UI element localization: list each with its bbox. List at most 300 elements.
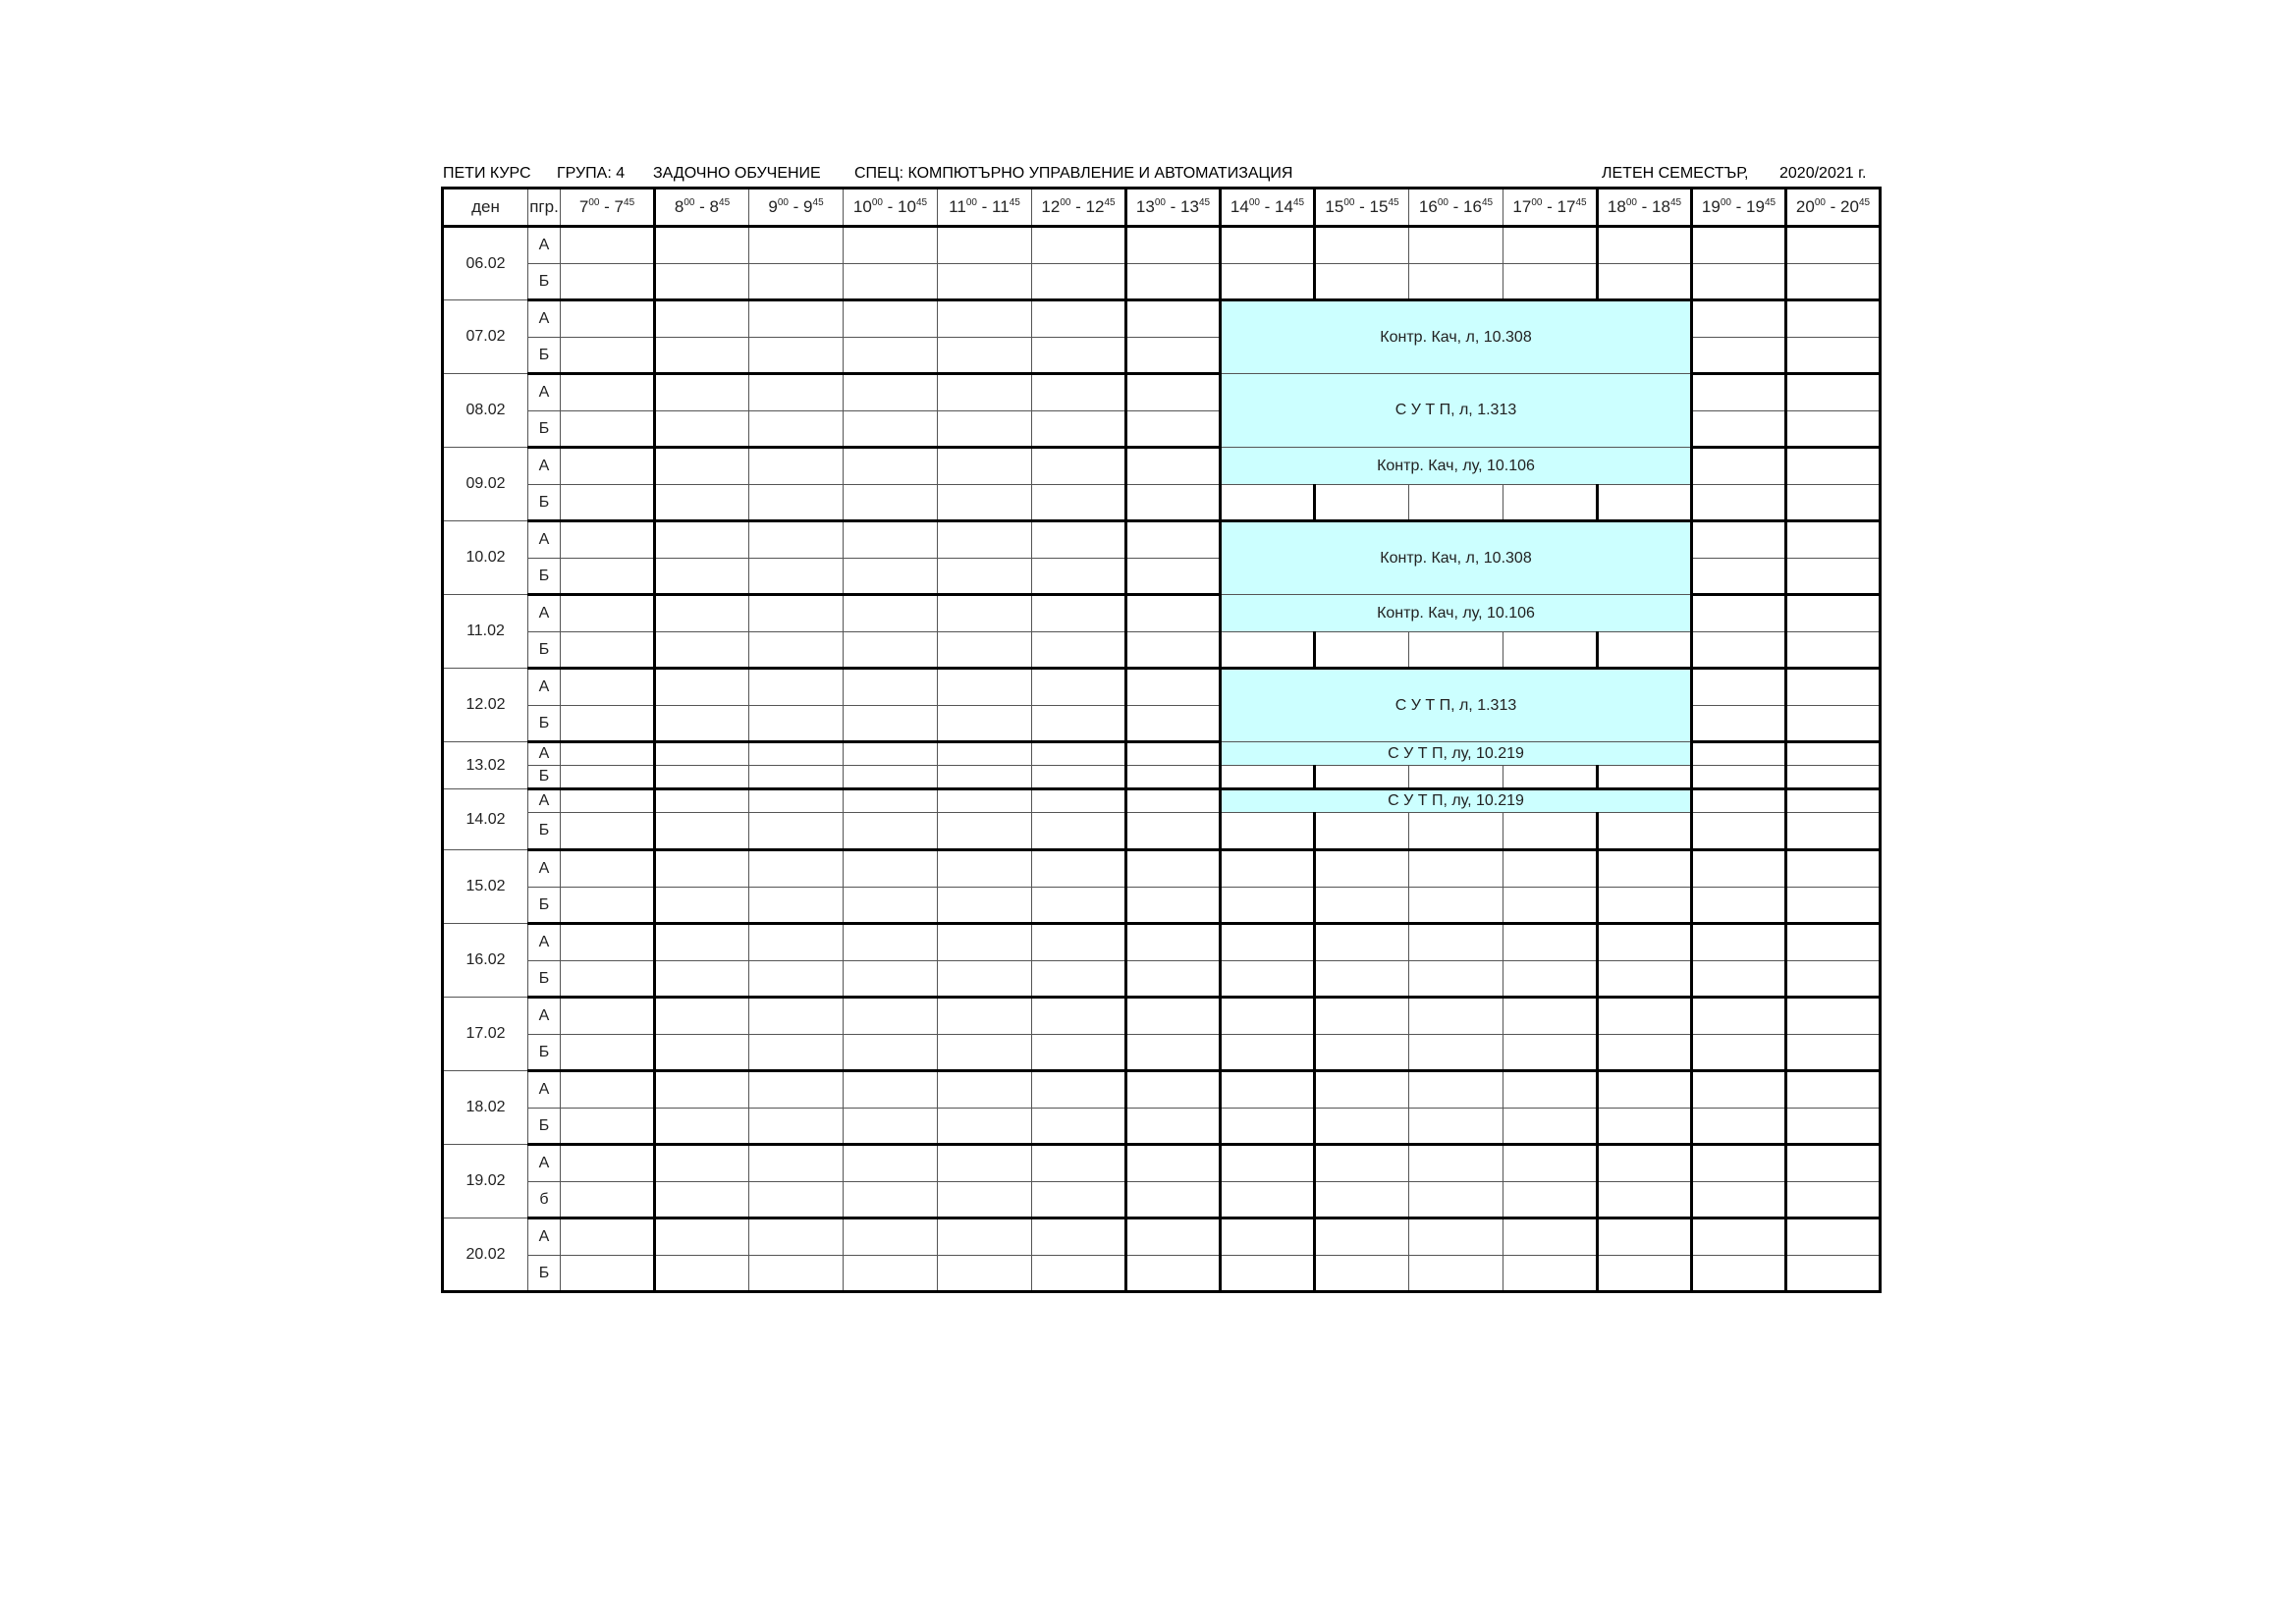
schedule-cell[interactable] (1598, 850, 1692, 888)
schedule-cell[interactable] (749, 1109, 844, 1145)
schedule-cell[interactable] (1598, 1145, 1692, 1182)
schedule-cell[interactable] (1786, 632, 1881, 669)
schedule-cell[interactable] (938, 961, 1032, 998)
schedule-cell[interactable] (655, 998, 749, 1035)
schedule-cell[interactable] (1126, 227, 1221, 264)
schedule-cell[interactable] (1315, 1145, 1409, 1182)
schedule-cell[interactable] (844, 742, 938, 766)
schedule-cell[interactable] (1786, 1035, 1881, 1071)
schedule-cell[interactable] (1692, 1071, 1786, 1109)
schedule-cell[interactable] (1598, 766, 1692, 789)
schedule-cell[interactable] (1786, 789, 1881, 813)
schedule-cell[interactable] (844, 559, 938, 595)
schedule-cell[interactable] (1692, 521, 1786, 559)
schedule-cell[interactable] (1786, 1109, 1881, 1145)
schedule-cell[interactable] (844, 300, 938, 338)
schedule-cell[interactable] (1221, 1218, 1315, 1256)
schedule-cell[interactable] (1692, 1145, 1786, 1182)
schedule-cell[interactable] (561, 1145, 655, 1182)
schedule-cell[interactable] (1126, 300, 1221, 338)
schedule-cell[interactable] (1786, 227, 1881, 264)
schedule-cell[interactable] (1221, 227, 1315, 264)
schedule-cell[interactable] (1409, 632, 1503, 669)
schedule-cell[interactable] (1692, 669, 1786, 706)
schedule-cell[interactable] (844, 264, 938, 300)
schedule-cell[interactable] (1598, 1071, 1692, 1109)
schedule-cell[interactable] (1598, 961, 1692, 998)
schedule-cell[interactable] (655, 374, 749, 411)
schedule-cell[interactable] (1032, 789, 1126, 813)
schedule-cell[interactable] (1503, 1256, 1598, 1292)
schedule-cell[interactable] (1503, 924, 1598, 961)
schedule-cell[interactable] (749, 300, 844, 338)
schedule-cell[interactable] (655, 264, 749, 300)
schedule-cell[interactable] (844, 706, 938, 742)
schedule-cell[interactable] (1409, 961, 1503, 998)
schedule-cell[interactable] (749, 706, 844, 742)
schedule-cell[interactable] (749, 1218, 844, 1256)
schedule-cell[interactable] (1126, 998, 1221, 1035)
schedule-cell[interactable] (561, 485, 655, 521)
schedule-cell[interactable] (844, 1109, 938, 1145)
schedule-cell[interactable] (1409, 1218, 1503, 1256)
schedule-cell[interactable] (1315, 766, 1409, 789)
schedule-cell[interactable] (749, 1035, 844, 1071)
schedule-cell[interactable] (1598, 264, 1692, 300)
schedule-cell[interactable] (1126, 1035, 1221, 1071)
schedule-cell[interactable] (1786, 1182, 1881, 1218)
schedule-cell[interactable] (938, 669, 1032, 706)
schedule-cell[interactable] (561, 789, 655, 813)
schedule-cell[interactable] (1221, 485, 1315, 521)
schedule-cell[interactable] (1221, 1035, 1315, 1071)
schedule-cell[interactable] (1503, 998, 1598, 1035)
schedule-cell[interactable] (561, 1109, 655, 1145)
schedule-cell[interactable] (1126, 850, 1221, 888)
schedule-cell[interactable] (1786, 1145, 1881, 1182)
schedule-cell[interactable] (561, 264, 655, 300)
schedule-cell[interactable] (938, 374, 1032, 411)
schedule-cell[interactable] (938, 924, 1032, 961)
schedule-cell[interactable] (1786, 1256, 1881, 1292)
schedule-cell[interactable] (561, 706, 655, 742)
schedule-cell[interactable] (655, 227, 749, 264)
lesson-cell[interactable]: Контр. Кач, л, 10.308 (1221, 521, 1692, 595)
schedule-cell[interactable] (1315, 1109, 1409, 1145)
schedule-cell[interactable] (1692, 706, 1786, 742)
schedule-cell[interactable] (561, 338, 655, 374)
schedule-cell[interactable] (561, 1256, 655, 1292)
schedule-cell[interactable] (844, 924, 938, 961)
schedule-cell[interactable] (561, 813, 655, 850)
schedule-cell[interactable] (1598, 813, 1692, 850)
schedule-cell[interactable] (749, 998, 844, 1035)
lesson-cell[interactable]: С У Т П, л, 1.313 (1221, 669, 1692, 742)
schedule-cell[interactable] (561, 595, 655, 632)
schedule-cell[interactable] (749, 448, 844, 485)
schedule-cell[interactable] (1032, 1218, 1126, 1256)
schedule-cell[interactable] (1692, 924, 1786, 961)
schedule-cell[interactable] (1032, 888, 1126, 924)
schedule-cell[interactable] (1126, 521, 1221, 559)
schedule-cell[interactable] (655, 706, 749, 742)
schedule-cell[interactable] (844, 766, 938, 789)
schedule-cell[interactable] (1126, 559, 1221, 595)
schedule-cell[interactable] (561, 850, 655, 888)
schedule-cell[interactable] (938, 300, 1032, 338)
schedule-cell[interactable] (655, 1071, 749, 1109)
schedule-cell[interactable] (1503, 1218, 1598, 1256)
schedule-cell[interactable] (938, 742, 1032, 766)
schedule-cell[interactable] (561, 1182, 655, 1218)
schedule-cell[interactable] (1409, 485, 1503, 521)
schedule-cell[interactable] (1409, 1256, 1503, 1292)
schedule-cell[interactable] (938, 888, 1032, 924)
schedule-cell[interactable] (844, 1035, 938, 1071)
schedule-cell[interactable] (938, 1035, 1032, 1071)
schedule-cell[interactable] (655, 1109, 749, 1145)
schedule-cell[interactable] (1126, 338, 1221, 374)
schedule-cell[interactable] (1126, 789, 1221, 813)
schedule-cell[interactable] (1692, 1256, 1786, 1292)
schedule-cell[interactable] (655, 1256, 749, 1292)
schedule-cell[interactable] (844, 961, 938, 998)
schedule-cell[interactable] (1598, 227, 1692, 264)
schedule-cell[interactable] (1786, 669, 1881, 706)
schedule-cell[interactable] (844, 632, 938, 669)
schedule-cell[interactable] (749, 485, 844, 521)
schedule-cell[interactable] (1032, 264, 1126, 300)
schedule-cell[interactable] (844, 1145, 938, 1182)
schedule-cell[interactable] (1503, 813, 1598, 850)
schedule-cell[interactable] (1692, 1035, 1786, 1071)
schedule-cell[interactable] (1032, 559, 1126, 595)
schedule-cell[interactable] (1598, 1218, 1692, 1256)
schedule-cell[interactable] (1221, 1109, 1315, 1145)
schedule-cell[interactable] (938, 1256, 1032, 1292)
schedule-cell[interactable] (1315, 961, 1409, 998)
schedule-cell[interactable] (1786, 300, 1881, 338)
schedule-cell[interactable] (561, 998, 655, 1035)
schedule-cell[interactable] (1786, 888, 1881, 924)
schedule-cell[interactable] (1503, 264, 1598, 300)
schedule-cell[interactable] (561, 300, 655, 338)
schedule-cell[interactable] (655, 1182, 749, 1218)
schedule-cell[interactable] (1221, 813, 1315, 850)
schedule-cell[interactable] (1032, 766, 1126, 789)
schedule-cell[interactable] (561, 559, 655, 595)
schedule-cell[interactable] (1032, 1182, 1126, 1218)
schedule-cell[interactable] (1032, 300, 1126, 338)
schedule-cell[interactable] (1221, 264, 1315, 300)
schedule-cell[interactable] (1409, 888, 1503, 924)
schedule-cell[interactable] (1032, 1071, 1126, 1109)
schedule-cell[interactable] (1221, 998, 1315, 1035)
schedule-cell[interactable] (749, 559, 844, 595)
schedule-cell[interactable] (1032, 227, 1126, 264)
schedule-cell[interactable] (749, 1182, 844, 1218)
schedule-cell[interactable] (1032, 485, 1126, 521)
schedule-cell[interactable] (1598, 485, 1692, 521)
schedule-cell[interactable] (1032, 850, 1126, 888)
schedule-cell[interactable] (1409, 766, 1503, 789)
schedule-cell[interactable] (1692, 888, 1786, 924)
schedule-cell[interactable] (1409, 1182, 1503, 1218)
schedule-cell[interactable] (1503, 632, 1598, 669)
schedule-cell[interactable] (938, 485, 1032, 521)
schedule-cell[interactable] (844, 521, 938, 559)
schedule-cell[interactable] (1126, 742, 1221, 766)
schedule-cell[interactable] (749, 789, 844, 813)
schedule-cell[interactable] (844, 850, 938, 888)
schedule-cell[interactable] (1221, 888, 1315, 924)
schedule-cell[interactable] (938, 1182, 1032, 1218)
schedule-cell[interactable] (1126, 1145, 1221, 1182)
schedule-cell[interactable] (1409, 924, 1503, 961)
schedule-cell[interactable] (1126, 706, 1221, 742)
schedule-cell[interactable] (1692, 448, 1786, 485)
schedule-cell[interactable] (655, 961, 749, 998)
schedule-cell[interactable] (1692, 1218, 1786, 1256)
schedule-cell[interactable] (1221, 766, 1315, 789)
schedule-cell[interactable] (1126, 448, 1221, 485)
schedule-cell[interactable] (1503, 1109, 1598, 1145)
schedule-cell[interactable] (1221, 632, 1315, 669)
schedule-cell[interactable] (1409, 850, 1503, 888)
schedule-cell[interactable] (1315, 1256, 1409, 1292)
schedule-cell[interactable] (1503, 1035, 1598, 1071)
schedule-cell[interactable] (1692, 789, 1786, 813)
schedule-cell[interactable] (1503, 485, 1598, 521)
schedule-cell[interactable] (938, 338, 1032, 374)
schedule-cell[interactable] (1126, 1182, 1221, 1218)
schedule-cell[interactable] (1032, 632, 1126, 669)
schedule-cell[interactable] (1221, 1182, 1315, 1218)
schedule-cell[interactable] (1503, 1145, 1598, 1182)
schedule-cell[interactable] (938, 1071, 1032, 1109)
schedule-cell[interactable] (1786, 448, 1881, 485)
schedule-cell[interactable] (561, 1218, 655, 1256)
schedule-cell[interactable] (655, 300, 749, 338)
schedule-cell[interactable] (1786, 706, 1881, 742)
schedule-cell[interactable] (1315, 998, 1409, 1035)
schedule-cell[interactable] (938, 813, 1032, 850)
schedule-cell[interactable] (1786, 1218, 1881, 1256)
schedule-cell[interactable] (561, 411, 655, 448)
schedule-cell[interactable] (1409, 1071, 1503, 1109)
schedule-cell[interactable] (1692, 411, 1786, 448)
schedule-cell[interactable] (1126, 766, 1221, 789)
schedule-cell[interactable] (1126, 669, 1221, 706)
schedule-cell[interactable] (1032, 706, 1126, 742)
schedule-cell[interactable] (1032, 595, 1126, 632)
schedule-cell[interactable] (561, 742, 655, 766)
schedule-cell[interactable] (1786, 521, 1881, 559)
schedule-cell[interactable] (655, 789, 749, 813)
schedule-cell[interactable] (1032, 374, 1126, 411)
schedule-cell[interactable] (1692, 227, 1786, 264)
schedule-cell[interactable] (1692, 961, 1786, 998)
schedule-cell[interactable] (1692, 766, 1786, 789)
schedule-cell[interactable] (749, 961, 844, 998)
schedule-cell[interactable] (1503, 227, 1598, 264)
schedule-cell[interactable] (938, 227, 1032, 264)
schedule-cell[interactable] (1503, 766, 1598, 789)
schedule-cell[interactable] (1409, 1145, 1503, 1182)
schedule-cell[interactable] (561, 961, 655, 998)
schedule-cell[interactable] (1315, 1218, 1409, 1256)
schedule-cell[interactable] (1598, 998, 1692, 1035)
schedule-cell[interactable] (561, 374, 655, 411)
schedule-cell[interactable] (844, 374, 938, 411)
schedule-cell[interactable] (938, 850, 1032, 888)
schedule-cell[interactable] (1692, 485, 1786, 521)
schedule-cell[interactable] (1409, 813, 1503, 850)
schedule-cell[interactable] (1409, 1109, 1503, 1145)
schedule-cell[interactable] (1598, 1182, 1692, 1218)
schedule-cell[interactable] (1126, 961, 1221, 998)
schedule-cell[interactable] (749, 264, 844, 300)
schedule-cell[interactable] (749, 924, 844, 961)
schedule-cell[interactable] (1786, 338, 1881, 374)
schedule-cell[interactable] (1032, 813, 1126, 850)
schedule-cell[interactable] (655, 924, 749, 961)
schedule-cell[interactable] (1598, 1035, 1692, 1071)
schedule-cell[interactable] (1503, 1071, 1598, 1109)
schedule-cell[interactable] (1786, 374, 1881, 411)
schedule-cell[interactable] (749, 411, 844, 448)
schedule-cell[interactable] (1032, 338, 1126, 374)
schedule-cell[interactable] (749, 669, 844, 706)
schedule-cell[interactable] (1409, 998, 1503, 1035)
schedule-cell[interactable] (1786, 742, 1881, 766)
schedule-cell[interactable] (1315, 1182, 1409, 1218)
schedule-cell[interactable] (1409, 1035, 1503, 1071)
schedule-cell[interactable] (1503, 961, 1598, 998)
schedule-cell[interactable] (1315, 264, 1409, 300)
schedule-cell[interactable] (1032, 998, 1126, 1035)
schedule-cell[interactable] (1126, 924, 1221, 961)
schedule-cell[interactable] (1221, 1256, 1315, 1292)
schedule-cell[interactable] (1786, 766, 1881, 789)
schedule-cell[interactable] (844, 669, 938, 706)
schedule-cell[interactable] (844, 227, 938, 264)
schedule-cell[interactable] (749, 888, 844, 924)
schedule-cell[interactable] (1032, 521, 1126, 559)
lesson-cell[interactable]: Контр. Кач, лу, 10.106 (1221, 595, 1692, 632)
schedule-cell[interactable] (655, 1035, 749, 1071)
schedule-cell[interactable] (844, 1182, 938, 1218)
schedule-cell[interactable] (1692, 595, 1786, 632)
schedule-cell[interactable] (1221, 1145, 1315, 1182)
schedule-cell[interactable] (655, 559, 749, 595)
schedule-cell[interactable] (749, 595, 844, 632)
schedule-cell[interactable] (1032, 1035, 1126, 1071)
schedule-cell[interactable] (1126, 411, 1221, 448)
schedule-cell[interactable] (1786, 998, 1881, 1035)
lesson-cell[interactable]: С У Т П, лу, 10.219 (1221, 789, 1692, 813)
schedule-cell[interactable] (561, 227, 655, 264)
schedule-cell[interactable] (844, 998, 938, 1035)
schedule-cell[interactable] (1221, 924, 1315, 961)
schedule-cell[interactable] (1692, 742, 1786, 766)
schedule-cell[interactable] (844, 1256, 938, 1292)
schedule-cell[interactable] (1126, 595, 1221, 632)
schedule-cell[interactable] (1598, 632, 1692, 669)
schedule-cell[interactable] (749, 813, 844, 850)
schedule-cell[interactable] (1032, 411, 1126, 448)
schedule-cell[interactable] (938, 411, 1032, 448)
schedule-cell[interactable] (938, 448, 1032, 485)
schedule-cell[interactable] (655, 766, 749, 789)
schedule-cell[interactable] (1126, 264, 1221, 300)
schedule-cell[interactable] (561, 669, 655, 706)
schedule-cell[interactable] (1786, 411, 1881, 448)
schedule-cell[interactable] (1692, 559, 1786, 595)
schedule-cell[interactable] (1126, 1256, 1221, 1292)
schedule-cell[interactable] (1126, 1071, 1221, 1109)
schedule-cell[interactable] (1598, 888, 1692, 924)
lesson-cell[interactable]: С У Т П, лу, 10.219 (1221, 742, 1692, 766)
schedule-cell[interactable] (1503, 1182, 1598, 1218)
schedule-cell[interactable] (1786, 961, 1881, 998)
schedule-cell[interactable] (1598, 1109, 1692, 1145)
schedule-cell[interactable] (1032, 669, 1126, 706)
schedule-cell[interactable] (1503, 850, 1598, 888)
schedule-cell[interactable] (561, 888, 655, 924)
schedule-cell[interactable] (938, 595, 1032, 632)
schedule-cell[interactable] (655, 813, 749, 850)
schedule-cell[interactable] (749, 521, 844, 559)
schedule-cell[interactable] (655, 485, 749, 521)
schedule-cell[interactable] (844, 1218, 938, 1256)
schedule-cell[interactable] (1598, 924, 1692, 961)
schedule-cell[interactable] (1032, 742, 1126, 766)
schedule-cell[interactable] (561, 766, 655, 789)
schedule-cell[interactable] (1503, 888, 1598, 924)
schedule-cell[interactable] (655, 338, 749, 374)
schedule-cell[interactable] (1692, 264, 1786, 300)
schedule-cell[interactable] (938, 706, 1032, 742)
schedule-cell[interactable] (1786, 485, 1881, 521)
schedule-cell[interactable] (938, 559, 1032, 595)
schedule-cell[interactable] (844, 595, 938, 632)
schedule-cell[interactable] (749, 742, 844, 766)
schedule-cell[interactable] (655, 888, 749, 924)
schedule-cell[interactable] (1692, 374, 1786, 411)
schedule-cell[interactable] (844, 813, 938, 850)
schedule-cell[interactable] (1032, 961, 1126, 998)
schedule-cell[interactable] (1032, 1145, 1126, 1182)
schedule-cell[interactable] (1126, 888, 1221, 924)
schedule-cell[interactable] (1786, 595, 1881, 632)
schedule-cell[interactable] (1786, 813, 1881, 850)
schedule-cell[interactable] (1221, 1071, 1315, 1109)
schedule-cell[interactable] (1786, 559, 1881, 595)
schedule-cell[interactable] (1126, 1218, 1221, 1256)
schedule-cell[interactable] (655, 632, 749, 669)
schedule-cell[interactable] (938, 1109, 1032, 1145)
schedule-cell[interactable] (938, 264, 1032, 300)
lesson-cell[interactable]: Контр. Кач, л, 10.308 (1221, 300, 1692, 374)
schedule-cell[interactable] (844, 411, 938, 448)
schedule-cell[interactable] (749, 1071, 844, 1109)
schedule-cell[interactable] (1692, 1182, 1786, 1218)
schedule-cell[interactable] (655, 595, 749, 632)
schedule-cell[interactable] (655, 1145, 749, 1182)
schedule-cell[interactable] (749, 766, 844, 789)
schedule-cell[interactable] (1032, 448, 1126, 485)
